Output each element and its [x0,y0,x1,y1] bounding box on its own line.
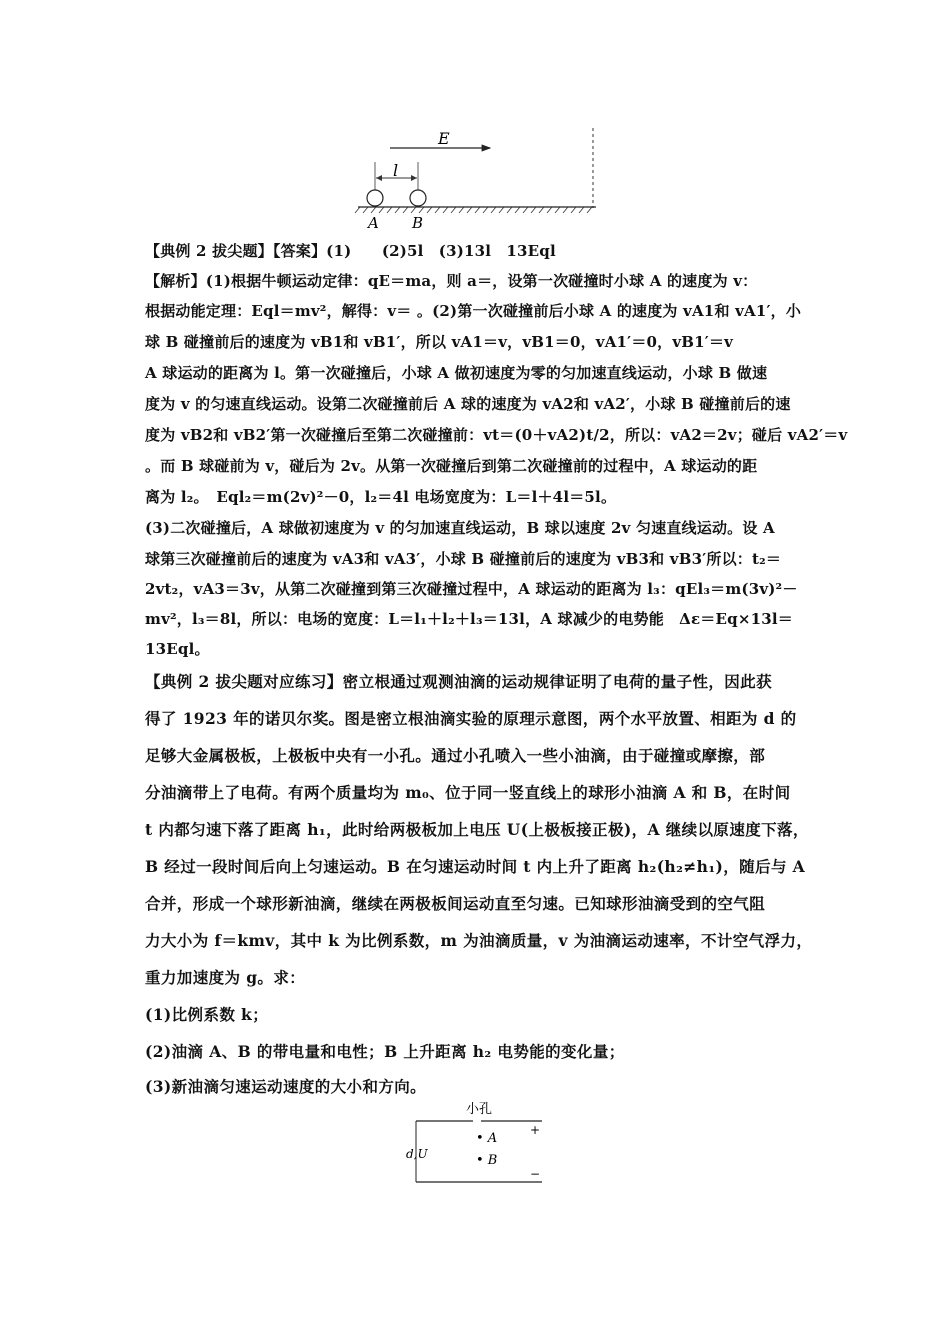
collision-figure [350,120,610,235]
question-2: (2)油滴 A、B 的带电量和电性；B 上升距离 h₂ 电势能的变化量； [145,1042,625,1061]
gap-label: d,U [406,1147,428,1161]
analysis-line: mv²，l₃＝8l，所以：电场的宽度：L＝l₁＋l₂＋l₃＝13l，A 球减少的电势能 Δε＝Eq×13l＝ [145,610,793,628]
question-1: (1)比例系数 k； [145,1005,269,1024]
analysis-line: 度为 v 的匀速直线运动。设第二次碰撞前后 A 球的速度为 vA2和 vA2′，小球 B 碰撞前后的速 [145,395,791,413]
analysis-line: A 球运动的距离为 l。第一次碰撞后，小球 A 做初速度为零的匀加速直线运动，小球 B 做速 [145,364,768,382]
hole-label: 小孔 [466,1102,493,1117]
ground-hatching [355,207,592,213]
oil-drop-figure [400,1098,560,1193]
ball-label-A: A [368,214,379,232]
minus-sign: − [530,1167,541,1181]
distance-label-l: l [393,161,399,180]
field-label-E: E [438,129,450,148]
problem-line: 【典例 2 拔尖题对应练习】密立根通过观测油滴的运动规律证明了电荷的量子性，因此获 [145,672,772,691]
ball-label-B: B [412,214,424,232]
analysis-line: 球 B 碰撞前后的速度为 vB1和 vB1′，所以 vA1＝v，vB1＝0，vA1′＝0，vB1′＝v [145,333,734,351]
analysis-line: 13Eql。 [145,640,210,658]
drop-A: • A [476,1131,498,1146]
analysis-line: (3)二次碰撞后，A 球做初速度为 v 的匀加速直线运动，B 球以速度 2v 匀速直线运动。设 A [145,519,775,537]
problem-line: B 经过一段时间后向上匀速运动。B 在匀速运动时间 t 内上升了距离 h₂(h₂≠h₁)，随后与 A [145,857,806,876]
problem-line: 足够大金属极板，上极板中央有一小孔。通过小孔喷入一些小油滴，由于碰撞或摩擦，部 [145,746,766,765]
problem-line: 得了 1923 年的诺贝尔奖。图是密立根油滴实验的原理示意图，两个水平放置、相距为 d 的 [145,709,797,728]
ball-A [367,190,383,206]
analysis-line: 度为 vB2和 vB2′第一次碰撞后至第二次碰撞前：vt＝(0＋vA2)t/2，所以：vA2＝2v；碰后 vA2′＝v [145,426,848,444]
analysis-line: 。而 B 球碰前为 v，碰后为 2v。从第一次碰撞后到第二次碰撞前的过程中，A 球运动的距 [145,457,758,475]
drop-B: • B [476,1153,498,1168]
analysis-line: 离为 l₂。 Eql₂＝m(2v)²－0，l₂＝4l 电场宽度为：L＝l＋4l＝5l。 [145,488,617,506]
problem-line: 力大小为 f＝kmv，其中 k 为比例系数，m 为油滴质量，v 为油滴运动速率，不计空气浮力， [145,931,813,950]
problem-line: t 内都匀速下落了距离 h₁，此时给两极板加上电压 U(上极板接正极)，A 继续以原速度下落， [145,820,809,839]
problem-line: 合并，形成一个球形新油滴，继续在两极板间运动直至匀速。已知球形油滴受到的空气阻 [145,894,766,913]
analysis-line: 2vt₂，vA3＝3v，从第二次碰撞到第三次碰撞过程中，A 球运动的距离为 l₃：qEl₃＝m(3v)²－ [145,580,798,598]
plus-sign: + [530,1123,541,1137]
analysis-line: 【解析】(1)根据牛顿运动定律：qE＝ma，则 a＝，设第一次碰撞时小球 A 的速度为 v： [145,272,758,290]
analysis-line: 球第三次碰撞前后的速度为 vA3和 vA3′，小球 B 碰撞前后的速度为 vB3和 vB3′所以：t₂＝ [145,550,782,568]
ball-B [410,190,426,206]
analysis-line: 根据动能定理：Eql＝mv²，解得：v＝ 。(2)第一次碰撞前后小球 A 的速度为 vA1和 vA1′，小 [145,302,802,320]
problem-line: 分油滴带上了电荷。有两个质量均为 m₀、位于同一竖直线上的球形小油滴 A 和 B，在时间 [145,783,791,802]
problem-line: 重力加速度为 g。求： [145,968,306,987]
answer-line: 【典例 2 拔尖题】【答案】(1) (2)5l (3)13l 13Eql [145,242,556,260]
question-3: (3)新油滴匀速运动速度的大小和方向。 [145,1077,427,1096]
